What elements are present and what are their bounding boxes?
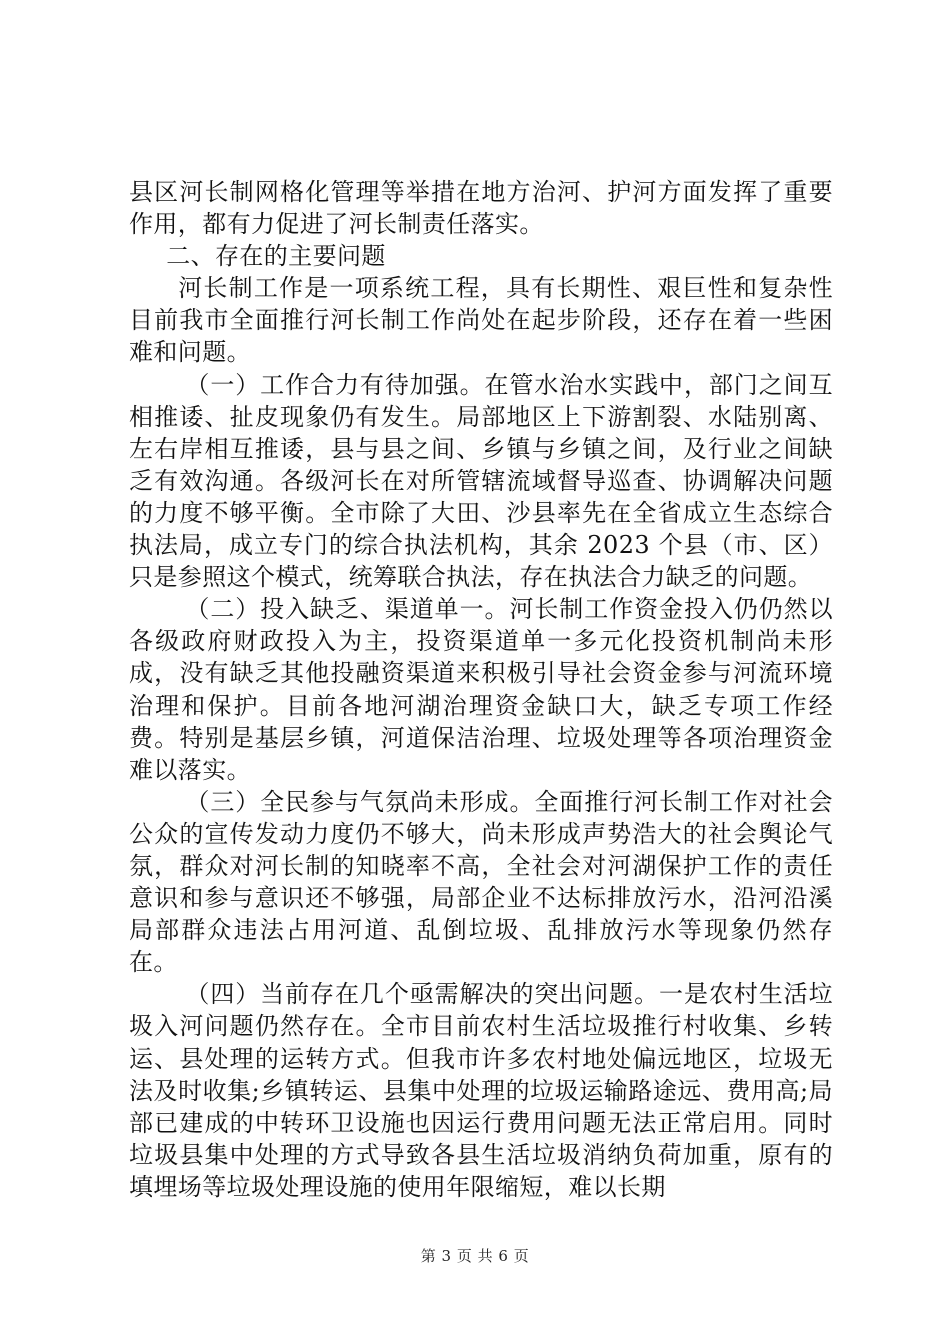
section-heading: 二、存在的主要问题 [166, 242, 386, 271]
paragraph-item-1: （一）工作合力有待加强。在管水治水实践中，部门之间互相推诿、扯皮现象仍有发生。局部地区上下游割裂、水陆别离、左右岸相互推诿，县与县之间、乡镇与乡镇之间，及行业之间缺乏有效沟通。各级河长在对所管辖流域督导巡查、协调解决问题的力度不够平衡。全市除了大田、沙县率先在全省成立生态综合执法局，成立专门的综合执法机构，其余 2023 个县（市、区）只是参照这个模式，统筹联合执法，存在执法合力缺乏的问题。 [129, 370, 833, 592]
page-footer: 第 3 页 共 6 页 [420, 1247, 530, 1265]
paragraph-item-3: （三）全民参与气氛尚未形成。全面推行河长制工作对社会公众的宣传发动力度仍不够大，尚未形成声势浩大的社会舆论气氛，群众对河长制的知晓率不高，全社会对河湖保护工作的责任意识和参与意识还不够强，局部企业不达标排放污水，沿河沿溪局部群众违法占用河道、乱倒垃圾、乱排放污水等现象仍然存在。 [129, 787, 833, 977]
paragraph-item-4: （四）当前存在几个亟需解决的突出问题。一是农村生活垃圾入河问题仍然存在。全市目前农村生活垃圾推行村收集、乡转运、县处理的运转方式。但我市许多农村地处偏远地区，垃圾无法及时收集;乡镇转运、县集中处理的垃圾运输路途远、费用高;局部已建成的中转环卫设施也因运行费用问题无法正常启用。同时垃圾县集中处理的方式导致各县生活垃圾消纳负荷加重，原有的填埋场等垃圾处理设施的使用年限缩短，难以长期 [129, 980, 833, 1201]
paragraph-continuation: 县区河长制网格化管理等举措在地方治河、护河方面发挥了重要作用，都有力促进了河长制责任落实。 [129, 178, 833, 239]
paragraph-intro: 河长制工作是一项系统工程，具有长期性、艰巨性和复杂性目前我市全面推行河长制工作尚处在起步阶段，还存在着一些困难和问题。 [129, 274, 833, 367]
document-body [129, 176, 833, 1203]
paragraph-item-2: （二）投入缺乏、渠道单一。河长制工作资金投入仍仍然以各级政府财政投入为主，投资渠道单一多元化投资机制尚未形成，没有缺乏其他投融资渠道来积极引导社会资金参与河流环境治理和保护。目前各地河湖治理资金缺口大，缺乏专项工作经费。特别是基层乡镇，河道保洁治理、垃圾处理等各项治理资金难以落实。 [129, 595, 833, 784]
